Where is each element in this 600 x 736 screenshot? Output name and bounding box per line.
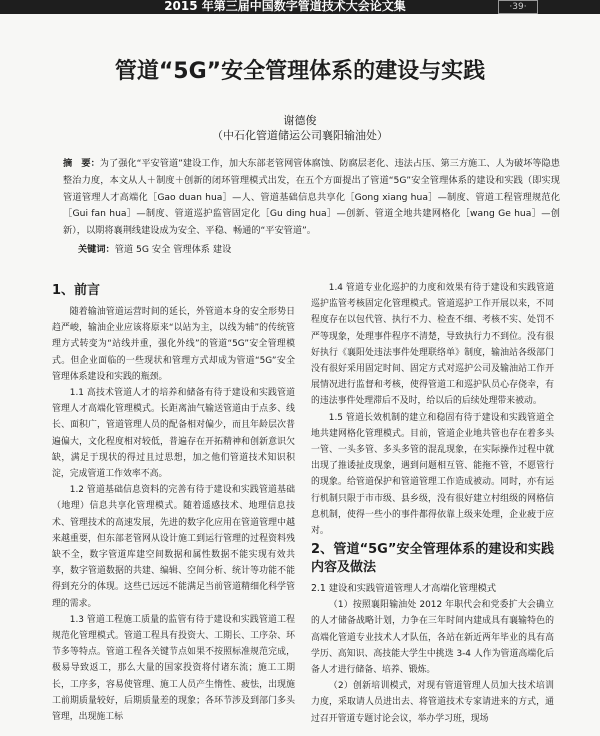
abstract-label: 摘 要：: [63, 158, 100, 169]
paragraph-1-5: 1.5 管道长效机制的建立和稳固有待于建设和实践管道全地共建网格化管理模式。目前，管道企业地共管也存在着多头一管、一头多管、多头多管的混乱现象，在实际操作过程中就出现了推诿扯皮现象，遇到问题相互管、能拖不管，不愿管行的现象。给管道保护和管道管理工作造成被动。同时，亦有运行机制只限于市市级、县乡级，没有很好建立村组级的网格信息机制，使得一些小的事件都得依靠上级来处理，企业疲于应对。: [311, 412, 554, 537]
paragraph-1-1: 1.1 高技术管道人才的培养和储备有待于建设和实践管道管理人才高端化管理模式。长距离油气输送管道由于点多、线长、面积广，管道管理人员的配备相对偏少，而且年龄层次普遍偏大，文化程度相对较低，普遍存在开拓精神和创新意识欠缺，满足于现状的得过且过思想，加之他们管道技术知识积淀，完成管道工作效率不高。: [52, 388, 295, 480]
paragraph-1-3: 1.3 管道工程施工质量的监管有待于建设和实践管道工程规范化管理模式。管道工程具有投资大、工期长、工序杂、环节多等特点。管道工程各关键节点如果不按照标准规范完成，极易导致返工，那么大量的国家投资将付诸东流；施工工期长，工序多，容易使管理、施工人员产生惰性、疲怯，出现施工前期质量较好，后期质量差的现象；各环节涉及到部门多头管理，出现施工标: [52, 614, 295, 723]
paragraph-2-1-1: （1）按照襄阳输油处 2012 年职代会和党委扩大会确立的人才储备战略计划，力争在三年时间内建成具有襄输特色的高端化管道专业技术人才队伍，各站在新近两年毕业的具有高学历、高知识、高技能大学生中挑选 3-4 人作为管道高端化后备人才进行储备、培养、锻炼。: [311, 600, 554, 676]
author-name: 谢德俊: [283, 114, 317, 127]
page-number: ·39·: [498, 0, 538, 14]
right-column: [311, 280, 554, 727]
section-1-heading: 1、前言: [52, 283, 101, 298]
abstract: [63, 156, 560, 240]
header-banner: [0, 0, 600, 14]
paper-title: 管道“5G”安全管理体系的建设与实践: [114, 59, 486, 84]
abstract-text: 为了强化“平安管道”建设工作，加大东部老管网管体腐蚀、防腐层老化、违法占压、第三方施工、人为破坏等隐患整治力度，本文从人＋制度＋创新的闭环管理模式出发，在五个方面提出了管道“5G”安全管理体系的建设和实践（即实现管道管理人才高端化［Gao duan hua］—人、管道基础信息共享化［Gong xiang hua］—制度、管道工程管理规范化［Gui fan hua］—制度、管道巡护监管固定化［Gu ding hua］—创新、管道全地共建网格化［wang Ge hua］—创新），以期将襄荆线建设成为安全、平稳、畅通的“平安管道”。: [63, 158, 560, 237]
left-column: [52, 280, 295, 725]
keywords-text: 管道 5G 安全 管理体系 建设: [114, 244, 232, 255]
page-bottom-fade: [0, 726, 600, 736]
proceedings-title: 2015 年第三届中国数字管道技术大会论文集: [164, 0, 406, 13]
paragraph-2-1-2: （2）创新培训模式，对现有管道管理人员加大技术培训力度，采取请人员进出去、将管道技术专家请进来的方式，通过召开管道专题讨论会议，举办学习班，现场: [311, 681, 554, 724]
paragraph-1-4: 1.4 管道专业化巡护的力度和效果有待于建设和实践管道巡护监管考核固定化管理模式。管道巡护工作开展以来，不同程度存在以包代管、执行不力、检查不细、考核不实、处罚不严等现象，处理事件程序不清楚，导致执行力不到位。没有很好执行《襄阳处违法事件处理联络单》制度，输油站各级部门没有很好采用固定时间、固定方式对巡护公司及输油站工作开展情况进行监督和考核，使得管道工和巡护队员心存侥幸，有的违法事件处理滞后不及时，给以后的后续处理带来被动。: [311, 283, 554, 407]
keywords: [78, 242, 560, 258]
author-affiliation: （中石化管道储运公司襄阳输油处）: [212, 129, 388, 142]
section-2-heading: 2、管道“5G”安全管理体系的建设和实践内容及做法: [311, 542, 554, 576]
subsection-2-1-heading: 2.1 建设和实践管道管理人才高端化管理模式: [311, 583, 497, 595]
paragraph-1-2: 1.2 管道基础信息资料的完善有待于建设和实践管道基础（地理）信息共享化管理模式。随着遥感技术、地理信息技术、管理技术的高速发展，先进的数字化应用在管道管理中越来越重要，但东部老管网从设计施工到运行管理的过程资料残缺不全，数字管道库建空间数据和属性数据不能实现有效共享，数字管道数据的共建、编辑、空间分析、统计等功能不能得到充分的体现。这些已远远不能满足当前管道精细化科学管理的需求。: [52, 485, 295, 609]
keywords-label: 关键词：: [78, 244, 115, 255]
paragraph-intro: 随着输油管道运营时间的延长，外管道本身的安全形势日趋严峻，输油企业应该将原来“以站为主，以线为辅”的传统管理方式转变为“站线并重，强化外线”的管道“5G”安全管理模式。但企业面临的一些现状和管理方式却成为管道“5G”安全管理体系建设和实践的瓶颈。: [52, 307, 295, 382]
